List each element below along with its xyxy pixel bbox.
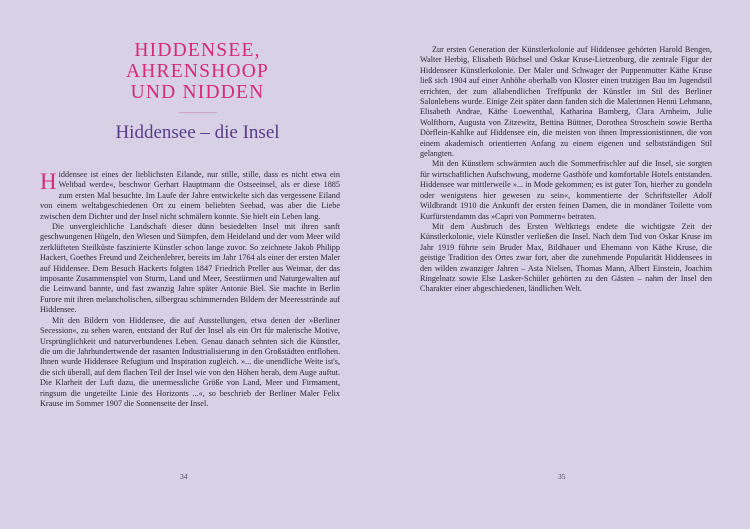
paragraph: Mit dem Ausbruch des Ersten Weltkriegs endete die wichtigste Zeit der Künstlerkolonie, viele Künstler verließen die Insel. Nach dem Tod von Oskar Kruse im Jahr 1919 führte sein Bruder Max, Bildhauer und Ehemann von Käthe Kruse, die geistige Tradition des Ortes zwar fort, aber die zunehmende Popularität Hiddensees in den wilden zwanziger Jahren – Asta Nielsen, Thomas Mann, Albert Einstein, Joachim Ringelnatz sowie Else Lasker-Schüler gehörten zu den Gästen – nahm der Insel den Charakter einer abgeschiedenen, ländlichen Welt. bbox=[420, 221, 712, 294]
paragraph: Mit den Künstlern schwärmten auch die Sommerfrischler auf die Insel, sie sorgten für wirtschaftlichen Aufschwung, moderne Gasthöfe und komfortable Hotels entstanden. Hiddensee war mittlerweile »... in Mode gekommen; es ist guter Ton, hierher zu gondeln oder wenigstens hier gewesen zu sein«, kommentierte der Schriftsteller Adolf Wildbrandt 1910 die Ankunft der ersten feinen Damen, die in mondäner Toilette vom Kurfürstendamm das »Capri von Pommern« betraten. bbox=[420, 159, 712, 221]
chapter-heading bbox=[40, 40, 355, 144]
paragraph bbox=[40, 170, 340, 222]
title-divider bbox=[179, 112, 217, 113]
drop-cap: H bbox=[40, 169, 57, 194]
paragraph-text: iddensee ist eines der lieblichsten Eilande, nur stille, stille, dass es nicht etwa ein Weltbad werde«, beschwor Gerhart Hauptmann die Ostseeinsel, als er diese 1885 zum ersten Mal besuchte. Im Laufe der Jahre entwickelte sich das vergessene Eiland von einem weltabgeschiedenen Ort zu einem beliebten Seebad, was aber die Liebe zwischen dem Dichter und der Insel nicht schmälern konnte. Sie hielt ein Leben lang. bbox=[40, 170, 340, 221]
chapter-title-line: UND NIDDEN bbox=[130, 82, 265, 103]
right-page bbox=[375, 0, 750, 529]
page-number: 35 bbox=[558, 472, 566, 481]
paragraph: Mit den Bildern von Hiddensee, die auf Ausstellungen, etwa denen der »Berliner Secession«, zu sehen waren, entstand der Ruf der Insel als ein Ort für malerische Motive, Ursprünglichkeit und naturverbundenes Leben. Genau danach sehnten sich die Künstler, die um die Jahrhundertwende der rasanten Industrialisierung in den Großstädten entflohen. Ihnen wurde Hiddensee Refugium und Inspiration zugleich. »... die unendliche Weite ist's, die sich überall, auf dem flachen Teil der Insel wie von den Höhen herab, dem Auge auftut. Die Klarheit der Luft dazu, die unermessliche Größe von Land, Meer und Firmament, ringsum die ungeteilte Linie des Horizonts ...«, so beschrieb der Berliner Maler Felix Krause im Sommer 1907 die Sonnenseite der Insel. bbox=[40, 315, 340, 408]
chapter-title-line: AHRENSHOOP bbox=[125, 61, 270, 82]
paragraph: Die unvergleichliche Landschaft dieser dünn besiedelten Insel mit ihren sanft geschwungenen Hügeln, den Wiesen und Sümpfen, dem Heideland und der vom Meer wild zerklüfteten Steilküste faszinierte Künstler schon lange zuvor. So zeichnete Jakob Philipp Hackert, Goethes Freund und Zeichenlehrer, bereits im Jahr 1764 als einer der ersten Maler auf Hiddensee. Dem Besuch Hackerts folgten 1847 Friedrich Preller aus Weimar, der das imposante Zusammenspiel von Sturm, Land und Meer, Seestürmen und Naturgewalten auf die Leinwand bannte, und fast zwanzig Jahre später Antonie Biel. Sie machte in Berlin Furore mit ihren melancholischen, silbergrau schimmernden Bildern der Meeresstrände auf Hiddensee. bbox=[40, 222, 340, 315]
left-body-text bbox=[40, 170, 340, 409]
page-number: 34 bbox=[180, 472, 188, 481]
chapter-title-line: HIDDENSEE, bbox=[134, 40, 261, 61]
right-body-text bbox=[420, 45, 712, 295]
chapter-title bbox=[40, 40, 355, 103]
section-title: Hiddensee – die Insel bbox=[115, 122, 280, 143]
paragraph: Zur ersten Generation der Künstlerkolonie auf Hiddensee gehörten Harold Bengen, Walter Herbig, Elisabeth Büchsel und Oskar Kruse-Lietzenburg, die zentrale Figur der Hiddenseer Künstlerkolonie. Der Maler und Schwager der Puppenmutter Käthe Kruse ließ sich 1904 auf einer Anhöhe oberhalb von Kloster einen trutzigen Bau im Jugendstil errichten, der zum allabendlichen Treffpunkt der Künstler im Stil des Berliner Salonlebens wurde. Einige Zeit später dann fanden sich die Malerinnen Henni Lehmann, Elisabeth Andrae, Käthe Loewenthal, Katharina Bamberg, Clara Arnheim, Julie Wolfthorn, Augusta von Zitzewitz, Bettina Büttner, Dorothea Stroschein sowie Bertha Dörflein-Kahlke auf Hiddensee ein, die meisten von ihnen Impressionistinnen, die von einem akademisch orientierten Anfang zu einem eigenen und selbstständigen Stil gelangten. bbox=[420, 45, 712, 159]
